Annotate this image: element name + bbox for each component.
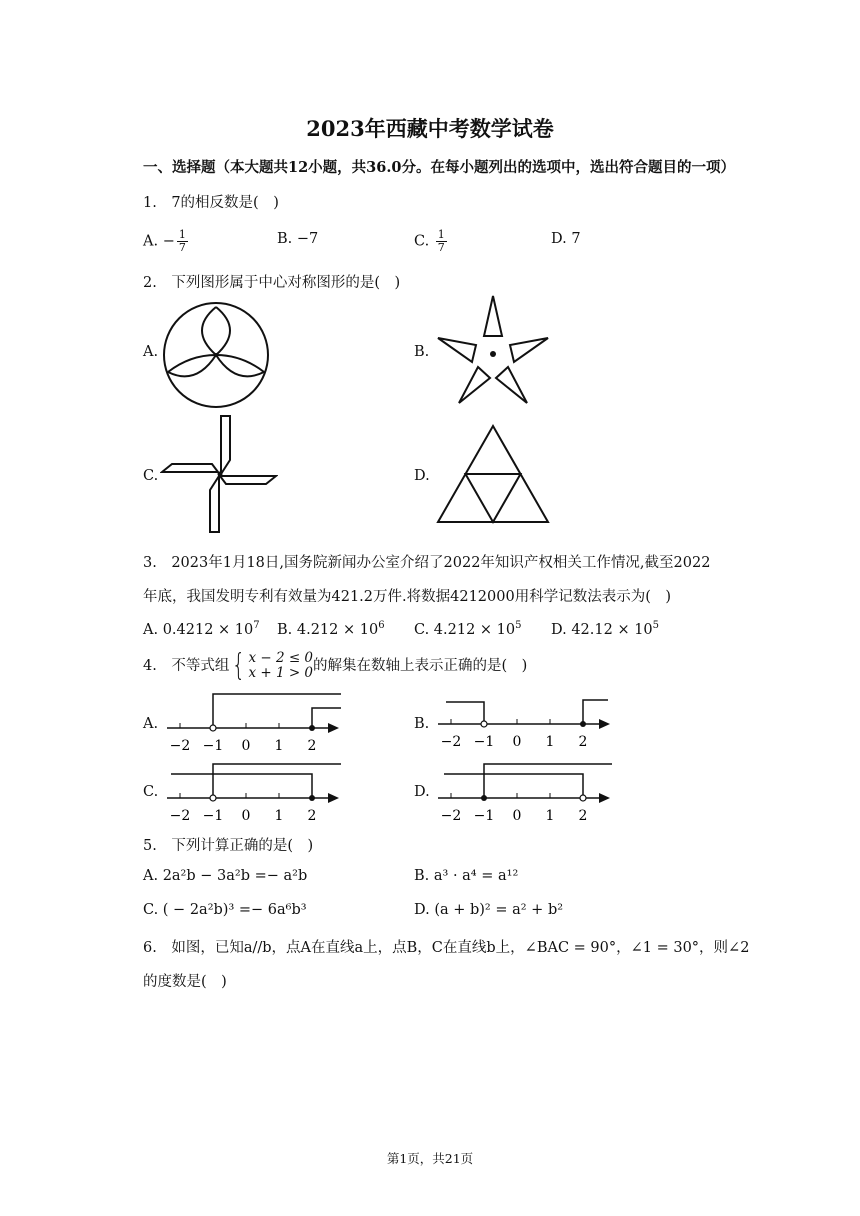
option-a-label: A. − [143,233,175,250]
question-4-option-c: C. [143,784,159,800]
brace: { [232,648,246,683]
question-4-option-a: A. [143,716,159,732]
figure-triangle [436,424,550,526]
fraction-denominator: 7 [437,241,445,254]
region-bracket [312,708,341,728]
question-4-suffix: 的解集在数轴上表示正确的是( ) [313,658,528,674]
tick-label: 0 [512,734,522,750]
region-bracket [213,694,341,728]
question-2-option-b: B. [414,344,430,360]
tick-label: 1 [274,808,284,824]
tick-label: −1 [473,808,495,824]
tick-label: 0 [512,808,522,824]
tick-label: 2 [307,738,317,754]
question-1-stem: 1. 7的相反数是( ) [143,195,279,211]
figure-pinwheel [160,414,278,534]
option-text: C. 4.212 × 10 [414,621,516,638]
axis-arrow [328,723,339,733]
region-bracket [444,774,583,798]
number-line-d [436,760,616,824]
axis-arrow [328,793,339,803]
question-3-option-d [551,620,659,638]
question-4-option-b: B. [414,716,430,732]
question-4-stem [143,648,528,683]
region-bracket [583,700,608,724]
number-line-c [165,760,345,824]
question-3-option-b [277,620,385,638]
tick-label: 2 [307,808,317,824]
tick-label: −1 [202,738,224,754]
number-line-a [165,690,345,754]
fraction [436,229,447,254]
tick-label: −2 [169,808,191,824]
solid-dot [309,795,315,801]
question-1-option-d: D. 7 [551,231,581,247]
fraction [177,229,188,254]
figure-star-triangles [436,294,550,406]
question-3-line-1: 3. 2023年1月18日,国务院新闻办公室介绍了2022年知识产权相关工作情况,截至2022 [143,555,711,571]
question-1-option-b: B. −7 [277,231,319,247]
exponent: 5 [515,620,522,631]
question-5-option-d: D. (a + b)² = a² + b² [414,902,564,918]
question-5-option-a: A. 2a²b − 3a²b =− a²b [143,868,308,884]
option-text: A. 0.4212 × 10 [143,621,254,638]
fraction-numerator: 1 [437,228,445,241]
figure-circle-arcs [160,300,272,410]
tick-label: 0 [241,808,251,824]
tick-label: −1 [202,808,224,824]
question-6-line-2: 的度数是( ) [143,974,227,990]
open-dot [580,795,586,801]
solid-dot [309,725,315,731]
axis-arrow [599,793,610,803]
question-5-option-c: C. ( − 2a²b)³ =− 6a⁶b³ [143,902,307,918]
question-4-option-d: D. [414,784,430,800]
tick-label: 1 [274,738,284,754]
question-1-option-c [414,229,449,254]
tick-label: −2 [440,808,462,824]
axis-arrow [599,719,610,729]
question-2-stem: 2. 下列图形属于中心对称图形的是( ) [143,275,401,291]
exponent: 6 [378,620,385,631]
question-3-option-a [143,620,260,638]
question-3-option-c [414,620,522,638]
tick-label: −2 [440,734,462,750]
question-2-option-a: A. [143,344,159,360]
option-c-label: C. [414,233,434,250]
inequality-2: x + 1 > 0 [248,665,314,681]
solid-dot [481,795,487,801]
inequality-system [229,648,314,683]
number-line-b [436,690,616,754]
question-2-option-c: C. [143,468,159,484]
option-text: B. 4.212 × 10 [277,621,379,638]
inequality-rows [248,651,313,681]
region-bracket [446,702,484,724]
exponent: 7 [253,620,260,631]
page-number-footer: 第1页，共21页 [386,1151,474,1166]
solid-dot [580,721,586,727]
tick-label: 1 [545,808,555,824]
exponent: 5 [652,620,660,631]
open-dot [481,721,487,727]
question-3-line-2: 年底，我国发明专利有效量为421.2万件.将数据4212000用科学记数法表示为( ) [143,589,672,605]
question-6-line-1: 6. 如图，已知a//b，点A在直线a上，点B，C在直线b上，∠BAC = 90°，∠1 = 30°，则∠2 [143,940,750,956]
region-bracket [171,774,312,798]
region-bracket [213,764,341,798]
tick-label: 2 [578,808,588,824]
tick-label: −2 [169,738,191,754]
question-5-option-b: B. a³ · a⁴ = a¹² [414,868,519,884]
question-5-stem: 5. 下列计算正确的是( ) [143,838,314,854]
tick-label: −1 [473,734,495,750]
question-4-prefix: 4. 不等式组 [143,658,230,674]
open-dot [210,795,216,801]
tick-label: 1 [545,734,555,750]
section-heading: 一、选择题（本大题共12小题，共36.0分。在每小题列出的选项中，选出符合题目的一项） [143,159,735,176]
fraction-numerator: 1 [178,228,186,241]
fraction-denominator: 7 [178,241,186,254]
option-text: D. 42.12 × 10 [551,621,653,638]
inequality-1: x − 2 ≤ 0 [248,650,314,666]
tick-label: 0 [241,738,251,754]
question-2-option-d: D. [414,468,430,484]
tick-label: 2 [578,734,588,750]
page-title: 2023年西藏中考数学试卷 [306,116,554,141]
open-dot [210,725,216,731]
region-bracket [484,764,612,798]
question-1-option-a [143,229,190,254]
